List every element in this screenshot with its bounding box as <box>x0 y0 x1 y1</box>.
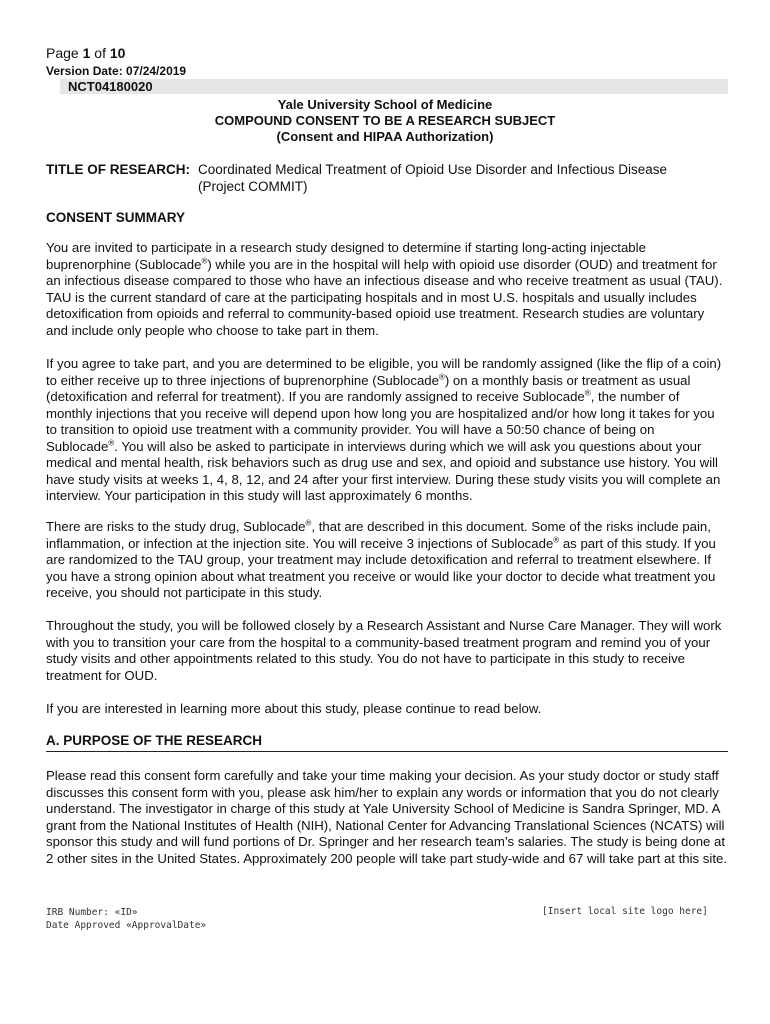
registered-mark: ® <box>438 372 445 382</box>
consent-summary-heading: CONSENT SUMMARY <box>46 210 186 225</box>
section-divider <box>46 751 728 752</box>
title-of-research <box>46 161 736 194</box>
title-line-1: Coordinated Medical Treatment of Opioid Use Disorder and Infectious Disease <box>198 162 667 177</box>
p2-text-a: If you agree to take part, and you are determined to be eligible, you will be randomly assigned (like the flip of a coin) to either receive up to three injections of buprenorphine (Sublocade <box>46 356 722 388</box>
p3-text-c: as part of this study. If you are randomized to the TAU group, your treatment may include detoxification and referral to treatment elsewhere. If you have a strong opinion about what treatment you receive or would like your doctor to decide what treatment you receive, you should not participate in this study. <box>46 535 716 600</box>
p2-text-b: ) on a monthly basis or treatment as usual (detoxification and referral for treatment). If you are randomly assigned to receive Sublocade <box>46 372 691 404</box>
p1-text-a: You are invited to participate in a research study designed to determine if starting long-acting injectable buprenorphine (Sublocade <box>46 240 646 272</box>
purpose-paragraph: Please read this consent form carefully and take your time making your decision. As your study doctor or study staff discusses this consent form with you, please ask him/her to explain any words or information that you do not clearly understand. The investigator in charge of this study at Yale University School of Medicine is Sandra Springer, MD. A grant from the National Institutes of Health (NIH), National Center for Advancing Translational Sciences (NCATS) will sponsor this study and will fund portions of Dr. Springer and her research team’s salaries. The study is being done at 2 other sites in the United States. Approximately 200 people will take part study-wide and 67 will take part at this site. <box>46 768 727 866</box>
purpose-heading: A. PURPOSE OF THE RESEARCH <box>46 733 263 748</box>
document-header <box>0 97 770 145</box>
p1-text-b: ) while you are in the hospital will help with opioid use disorder (OUD) and treatment for an infectious disease compared to those who have an infectious disease and who receive treatment as usual (TAU). TAU is the current standard of care at the participating hospitals and in most U.S. hospitals and usually includes detoxification from opioids and referral to community-based opioid use treatment. Research studies are voluntary and include only people who choose to take part in them. <box>46 256 723 338</box>
summary-paragraph-1 <box>46 240 728 339</box>
page-total: 10 <box>109 45 126 61</box>
form-subtitle: (Consent and HIPAA Authorization) <box>276 129 494 144</box>
form-title: COMPOUND CONSENT TO BE A RESEARCH SUBJECT <box>214 113 556 128</box>
summary-paragraph-3 <box>46 519 728 602</box>
date-approved: Date Approved «ApprovalDate» <box>46 920 207 931</box>
summary-paragraph-4: Throughout the study, you will be followed closely by a Research Assistant and Nurse Care Manager. They will work with you to transition your care from the hospital to a community-based treatment program and remind you of your study visits and other appointments related to this study. You do not have to participate in this study to receive treatment for OUD. <box>46 618 722 683</box>
title-text <box>198 161 728 195</box>
irb-footer <box>46 906 206 932</box>
title-line-2: (Project COMMIT) <box>198 179 308 194</box>
p3-text-a: There are risks to the study drug, Sublocade <box>46 519 306 534</box>
version-date: Version Date: 07/24/2019 <box>46 64 187 78</box>
registered-mark: ® <box>305 518 312 528</box>
p2-text-c: , the number of monthly injections that you receive will depend upon how long you are hospitalized and/or how long it takes for you to transition to opioid use treatment with a community provider. You will have a 50:50 chance of being on Sublocade <box>46 389 715 454</box>
summary-paragraph-5: If you are interested in learning more about this study, please continue to read below. <box>46 701 542 716</box>
registered-mark: ® <box>201 256 208 266</box>
registered-mark: ® <box>584 388 591 398</box>
registered-mark: ® <box>108 438 115 448</box>
institution-name: Yale University School of Medicine <box>277 97 493 112</box>
nct-number-bar: NCT04180020 <box>60 79 728 94</box>
p2-text-d: . You will also be asked to participate in interviews during which we will ask you questions about your medical and mental health, risk behaviors such as drug use and sex, and opioid and substance use history. You will have study visits at weeks 1, 4, 8, 12, and 24 after your first interview. During these study visits you will complete an interview. Your participation in this study will last approximately 6 months. <box>46 438 721 503</box>
site-logo-placeholder: [Insert local site logo here] <box>542 906 708 917</box>
registered-mark: ® <box>553 535 560 545</box>
irb-number: IRB Number: «ID» <box>46 907 138 918</box>
p3-text-b: , that are described in this document. Some of the risks include pain, inflammation, or infection at the injection site. You will receive 3 injections of Sublocade <box>46 519 711 551</box>
summary-paragraph-2 <box>46 356 728 505</box>
page-of: of <box>90 45 110 61</box>
page-number <box>46 45 125 61</box>
page-prefix: Page <box>46 45 83 61</box>
title-label: TITLE OF RESEARCH: <box>46 162 190 177</box>
page-current: 1 <box>82 45 91 61</box>
